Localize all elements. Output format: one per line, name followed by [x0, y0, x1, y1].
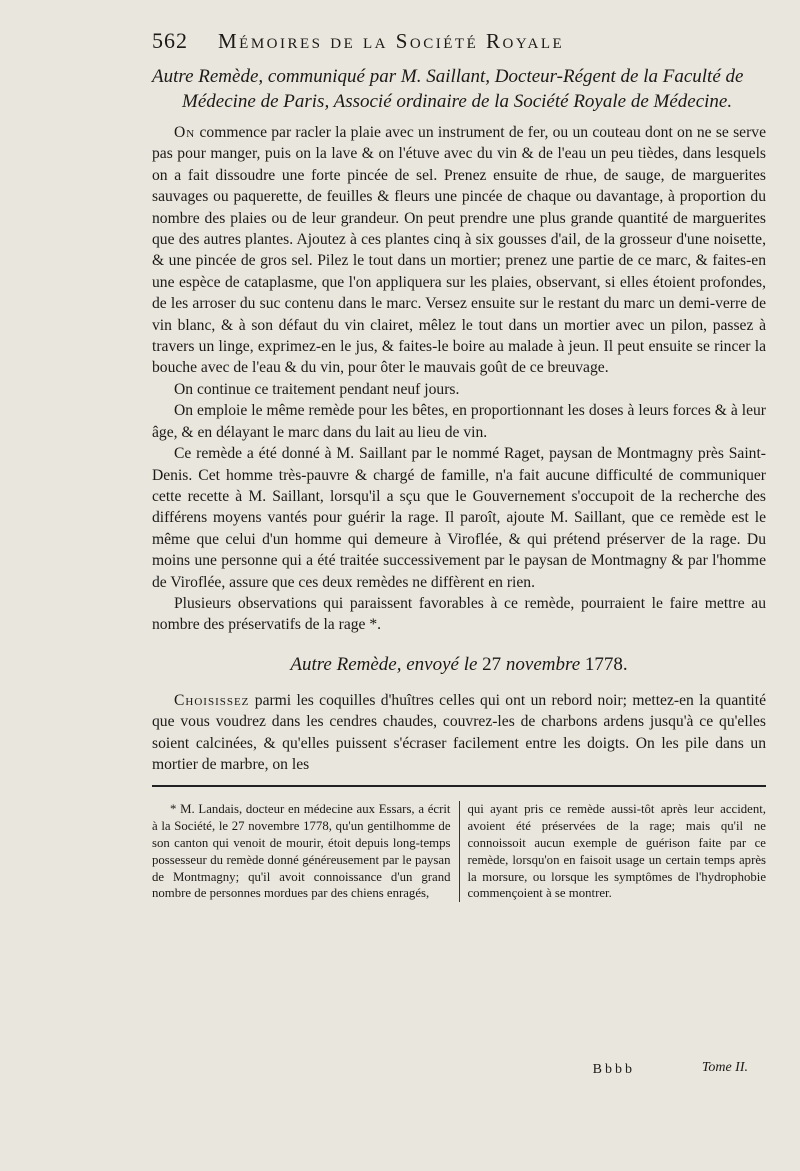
paragraph-text: parmi les coquilles d'huîtres celles qui ont un rebord noir; mettez-en la quantité que vous voudrez dans les cendres chaudes, couvrez-les de charbons ardens jusqu'à ce qu'elles soient calcinées, & qu'elles puissent s'écraser facilement entre les doigts. On les pile dans un mortier de marbre, on les — [152, 691, 766, 773]
paragraph-text: On emploie le même remède pour les bêtes, en proportionnant les doses à leurs forces & à leur âge, & en délayant le marc dans du lait au lieu de vin. — [152, 402, 766, 441]
footnote-left-column — [152, 801, 460, 902]
heading-2-year: 1778. — [584, 653, 628, 675]
footnote-rule — [152, 785, 766, 787]
paragraph — [152, 400, 766, 443]
heading-2-part: Autre Remède, envoyé le — [290, 653, 483, 675]
running-head — [152, 28, 766, 54]
paragraph-lead: Choisissez — [174, 691, 250, 709]
footnote-text-right: qui ayant pris ce remède aussi-tôt après leur accident, avoient été préservées de la rage; mais qu'il ne connoissoit aucun exemple de guérison faite par ce remède, lorsqu'on en faisoit usage un certain temps après la morsure, ou lorsque les symptômes de l'hydrophobie commençoient à se montrer. — [467, 802, 766, 901]
paragraph-text: Plusieurs observations qui paraissent favorables à ce remède, pourraient le faire mettre au nombre des préservatifs de la rage *. — [152, 594, 766, 634]
section-body-1 — [152, 122, 766, 636]
paragraph — [152, 379, 766, 400]
footnote-text-left: * M. Landais, docteur en médecine aux Essars, a écrit à la Société, le 27 novembre 1778, qu'un gentilhomme de son canton qui venoit de mourir, étoit depuis long-temps possesseur du remède donné généreusement par le paysan de Montmagny; qu'il avoit connoissance d'un grand nombre de personnes mordues par des chiens enragés, — [152, 802, 451, 901]
signature-mark: Bbbb — [592, 1062, 635, 1077]
paragraph-text: commence par racler la plaie avec un instrument de fer, ou un couteau dont on ne se serve pas pour manger, puis on la lave & on l'étuve avec du vin & de l'eau un peu tièdes, dans lesquels on a fait dissoudre une forte pincée de sel. Prenez ensuite de rhue, de sauge, de marguerites sauvages ou paquerette, de feuilles & fleurs une pincée de chaque ou davantage, à proportion du nombre des plaies ou de leur grandeur. On peut prendre une plus grande quantité de marguerites que des autres plantes. Ajoutez à ces plantes cinq à six gousses d'ail, de la grosseur d'une noisette, & une pincée de gros sel. Pilez le tout dans un mortier; prenez une partie de ce marc, & faites-en une espèce de cataplasme, que l'on appliquera sur les plaies, observant, si elles étoient profondes, de les arroser du suc contenu dans le marc. Versez ensuite sur le restant du marc un demi-verre de vin blanc, & à son défaut du vin clairet, mêlez le tout dans un mortier avec un pilon, passez à travers un linge, exprimez-en le jus, & faites-le boire au malade à jeun. Il peut ensuite se rincer la bouche avec de l'eau & du vin, pour ôter le mauvais goût de ce breuvage. — [152, 124, 766, 377]
footnote-right-column — [460, 801, 767, 902]
paragraph-text: Ce remède a été donné à M. Saillant par le nommé Raget, paysan de Montmagny près Saint-Denis. Cet homme très-pauvre & chargé de famille, n'a fait aucune difficulté de communiquer cette recette à M. Saillant, lorsqu'il a sçu que le Gouvernement s'occupoit de la recherche des différens moyens vantés pour guérir la rage. Il paroît, ajoute M. Saillant, que ce remède est le même que celui d'un homme qui demeure à Viroflée, & qui prétend préserver de la rage. Du moins une personne qui a été traitée successivement par le paysan de Montmagny & par l'homme de Viroflée, assure que ces deux remèdes ne diffèrent en rien. — [152, 445, 766, 591]
paragraph-lead: On — [174, 124, 196, 141]
paragraph — [152, 122, 766, 379]
section-heading-1: Autre Remède, communiqué par M. Saillant, Docteur-Régent de la Faculté de Médecine de Paris, Associé ordinaire de la Société Royale de Médecine. — [152, 66, 744, 112]
heading-2-month: novembre — [501, 653, 585, 675]
paragraph — [152, 443, 766, 593]
running-title: Mémoires de la Société Royale — [218, 29, 565, 53]
paragraph — [152, 593, 766, 636]
section-heading-2 — [152, 654, 766, 676]
page-number: 562 — [152, 28, 188, 53]
section-body-2 — [152, 690, 766, 776]
volume-mark: Tome II. — [701, 1060, 748, 1075]
paragraph — [152, 690, 766, 776]
heading-2-day: 27 — [482, 653, 502, 675]
paragraph-text: On continue ce traitement pendant neuf jours. — [174, 380, 460, 398]
footnotes — [152, 801, 766, 902]
